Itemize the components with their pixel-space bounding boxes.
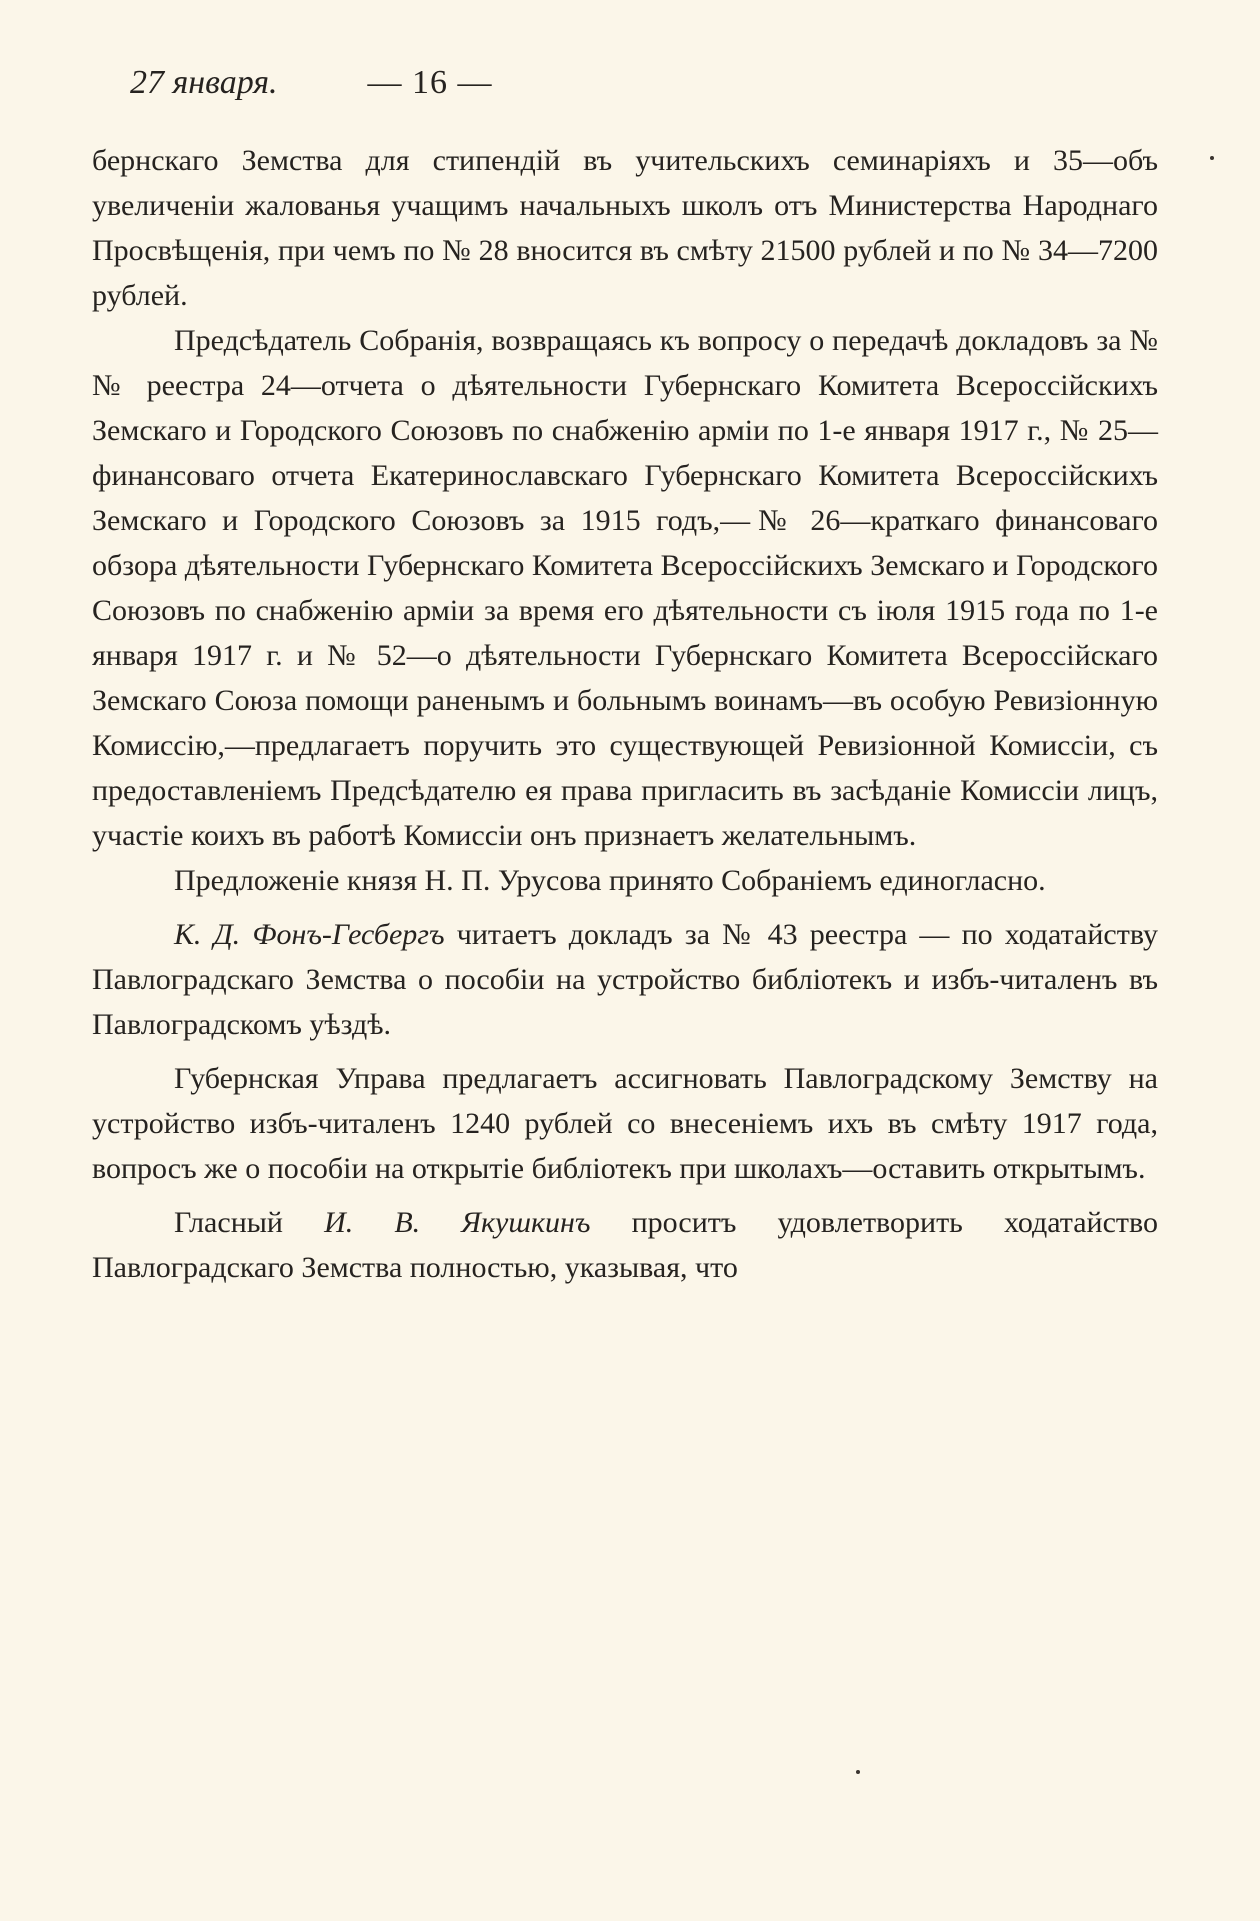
paragraph-6-text: проситъ удовлетворить ходатайство Павлоградскаго Земства полностью, указывая, что — [92, 1206, 1158, 1284]
speaker-name: К. Д. Фонъ-Гесбергъ — [174, 918, 445, 951]
body-text — [92, 138, 1158, 1290]
speaker-name: И. В. Якушкинъ — [324, 1206, 591, 1239]
paragraph-1 — [92, 138, 1158, 318]
paragraph-3 — [92, 858, 1158, 903]
paragraph-4-text: читаетъ докладъ за № 43 реестра — по ходатайству Павлоградскаго Земства о пособіи на устройство библіотекъ и избъ-читаленъ въ Павлоградскомъ уѣздѣ. — [92, 918, 1158, 1041]
paragraph-2-text: Предсѣдатель Собранія, возвращаясь къ вопросу о передачѣ докладовъ за №№ реестра 24—отчета о дѣятельности Губернскаго Комитета Всероссійскихъ Земскаго и Городского Союзовъ по снабженію арміи по 1-е января 1917 г., № 25—финансоваго отчета Екатеринославскаго Губернскаго Комитета Всероссійскихъ Земскаго и Городского Союзовъ за 1915 годъ,—№ 26—краткаго финансоваго обзора дѣятельности Губернскаго Комитета Всероссійскихъ Земскаго и Городского Союзовъ по снабженію арміи за время его дѣятельности съ іюля 1915 года по 1-е января 1917 г. и № 52—о дѣятельности Губернскаго Комитета Всероссійскаго Земскаго Союза помощи раненымъ и больнымъ воинамъ—въ особую Ревизіонную Комиссію,—предлагаетъ поручить это существующей Ревизіонной Комиссіи, съ предоставленіемъ Предсѣдателю ея права пригласить въ засѣданіе Комиссіи лицъ, участіе коихъ въ работѣ Комиссіи онъ признаетъ желательнымъ. — [92, 324, 1158, 852]
paragraph-6 — [92, 1200, 1158, 1290]
paragraph-1-text: бернскаго Земства для стипендій въ учительскихъ семинаріяхъ и 35—объ увеличеніи жалованья учащимъ начальныхъ школъ отъ Министерства Народнаго Просвѣщенія, при чемъ по № 28 вносится въ смѣту 21500 рублей и по № 34—7200 рублей. — [92, 144, 1158, 312]
ink-speck — [1210, 156, 1214, 160]
paragraph-3-text: Предложеніе князя Н. П. Урусова принято Собраніемъ единогласно. — [174, 864, 1046, 897]
paragraph-2 — [92, 318, 1158, 858]
ink-speck — [856, 1770, 860, 1774]
running-head — [130, 64, 1180, 108]
page-number: — 16 — — [367, 64, 493, 101]
paragraph-6-prefix: Гласный — [174, 1206, 325, 1239]
paragraph-5-text: Губернская Управа предлагаетъ ассигновать Павлоградскому Земству на устройство избъ-читаленъ 1240 рублей со внесеніемъ ихъ въ смѣту 1917 года, вопросъ же о пособіи на открытіе библіотекъ при школахъ—оставить открытымъ. — [92, 1062, 1158, 1185]
paragraph-4 — [92, 912, 1158, 1047]
paragraph-5 — [92, 1056, 1158, 1191]
header-date: 27 января. — [130, 64, 278, 101]
